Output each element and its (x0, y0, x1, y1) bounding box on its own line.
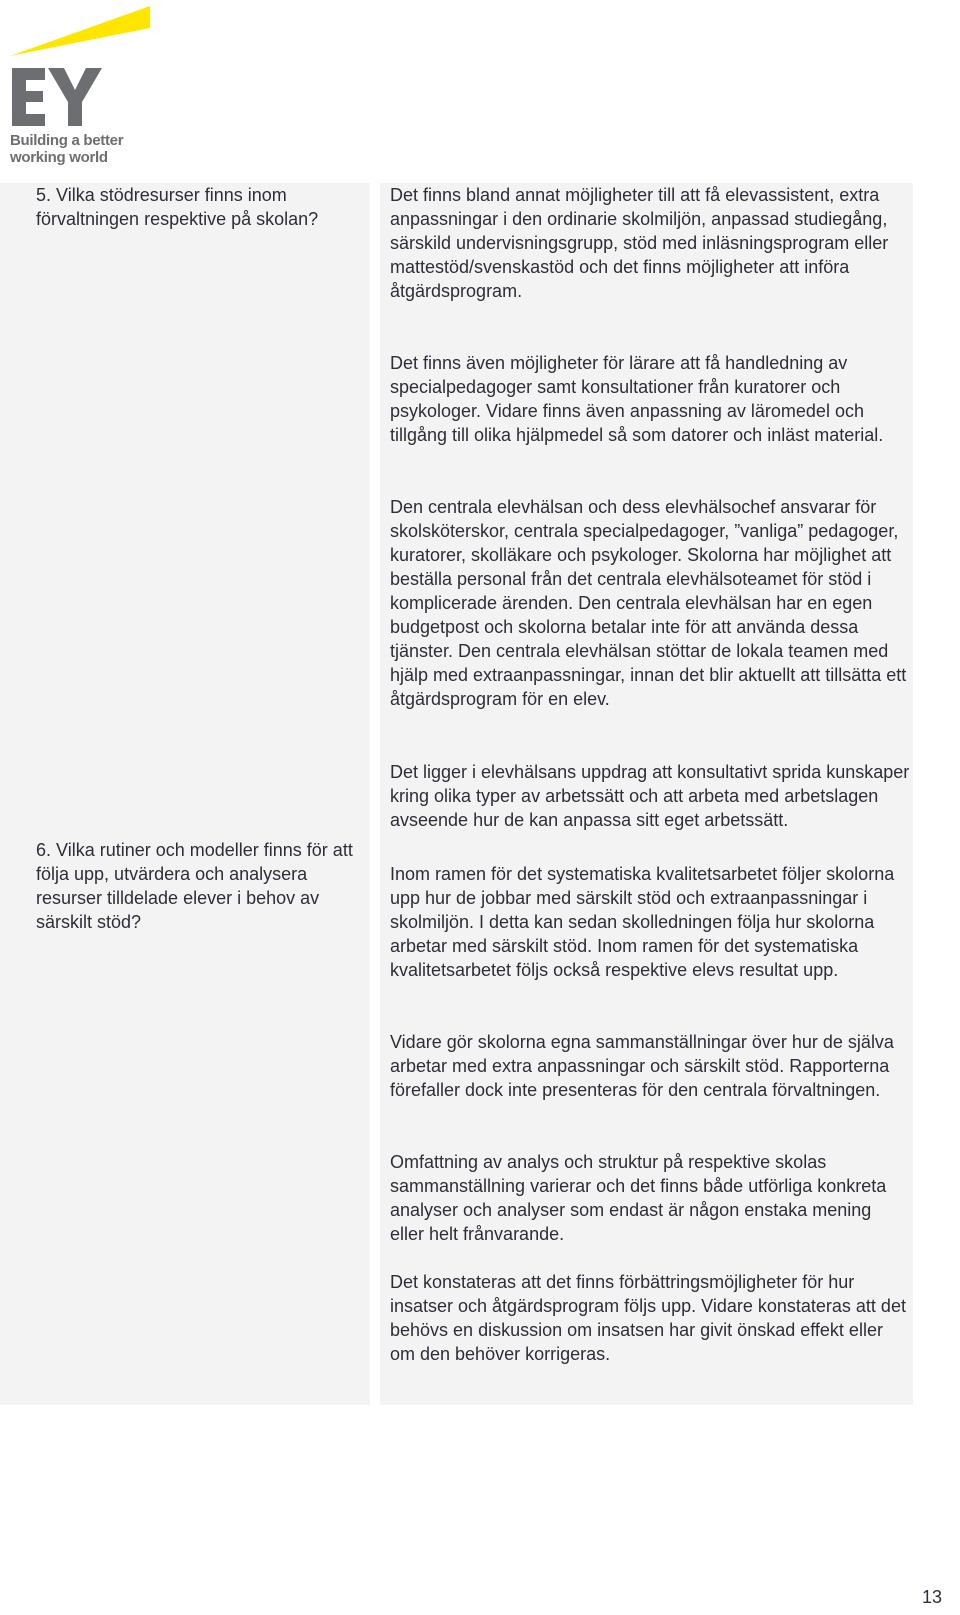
answer-5-paragraph-3: Den centrala elevhälsan och dess elevhälsochef ansvarar för skolsköterskor, centrala specialpedagoger, ”vanliga” pedagoger, kuratorer, skolläkare och psykologer. Skolorna har möjlighet att beställa personal från det centrala elevhälsoteamet för stöd i komplicerade ärenden. Den centrala elevhälsan har en egen budgetpost och skolorna betalar inte för att använda dessa tjänster. Den centrala elevhälsan stöttar de lokala teamen med hjälp med extraanpassningar, innan det blir aktuellt att tillsätta ett åtgärdsprogram för en elev. (390, 497, 907, 709)
question-column (0, 183, 370, 1405)
answer-6-paragraph-4: Det konstateras att det finns förbättringsmöjligheter för hur insatser och åtgärdsprogram följs upp. Vidare konstateras att det behövs en diskussion om insatsen har givit önskad effekt eller om den behöver korrigeras. (390, 1272, 906, 1364)
answer-5-paragraph-1: Det finns bland annat möjligheter till att få elevassistent, extra anpassningar i den ordinarie skolmiljön, anpassad studiegång, särskild undervisningsgrupp, stöd med inläsningsprogram eller mattestöd/svenskastöd och det finns möjligheter att införa åtgärdsprogram. (390, 185, 889, 301)
logo-tagline-line-2: working world (10, 149, 108, 166)
answer-6-paragraph-3: Omfattning av analys och struktur på respektive skolas sammanställning varierar och det finns både utförliga konkreta analyser och analyser som endast är någon enstaka mening eller helt frånvarande. (390, 1152, 887, 1244)
ey-logo (10, 4, 160, 174)
logo-tagline (10, 132, 160, 166)
page-number: 13 (921, 1587, 942, 1607)
question-6: 6. Vilka rutiner och modeller finns för att följa upp, utvärdera och analysera resurser tilldelade elever i behov av särskilt stöd? (36, 840, 353, 932)
logo-tagline-line-1: Building a better (10, 132, 124, 149)
question-5: 5. Vilka stödresurser finns inom förvaltningen respektive på skolan? (36, 185, 319, 229)
answer-6-paragraph-1: Inom ramen för det systematiska kvalitetsarbetet följer skolorna upp hur de jobbar med särskilt stöd och extraanpassningar i skolmiljön. I detta kan sedan skolledningen följa hur skolorna arbetar med särskilt stöd. Inom ramen för det systematiska kvalitetsarbetet följs också respektive elevs resultat upp. (390, 864, 895, 980)
answer-5-paragraph-4: Det ligger i elevhälsans uppdrag att konsultativt sprida kunskaper kring olika typer av arbetssätt och att arbeta med arbetslagen avseende hur de kan anpassa sitt eget arbetssätt. (390, 762, 910, 830)
answer-5-paragraph-2: Det finns även möjligheter för lärare att få handledning av specialpedagoger samt konsultationer från kuratorer och psykologer. Vidare finns även anpassning av läromedel och tillgång till olika hjälpmedel så som datorer och inläst material. (390, 353, 884, 445)
ey-logo-mark (10, 4, 160, 134)
answer-6-paragraph-2: Vidare gör skolorna egna sammanställningar över hur de själva arbetar med extra anpassningar och särskilt stöd. Rapporterna förefaller dock inte presenteras för den centrala förvaltningen. (390, 1032, 894, 1100)
